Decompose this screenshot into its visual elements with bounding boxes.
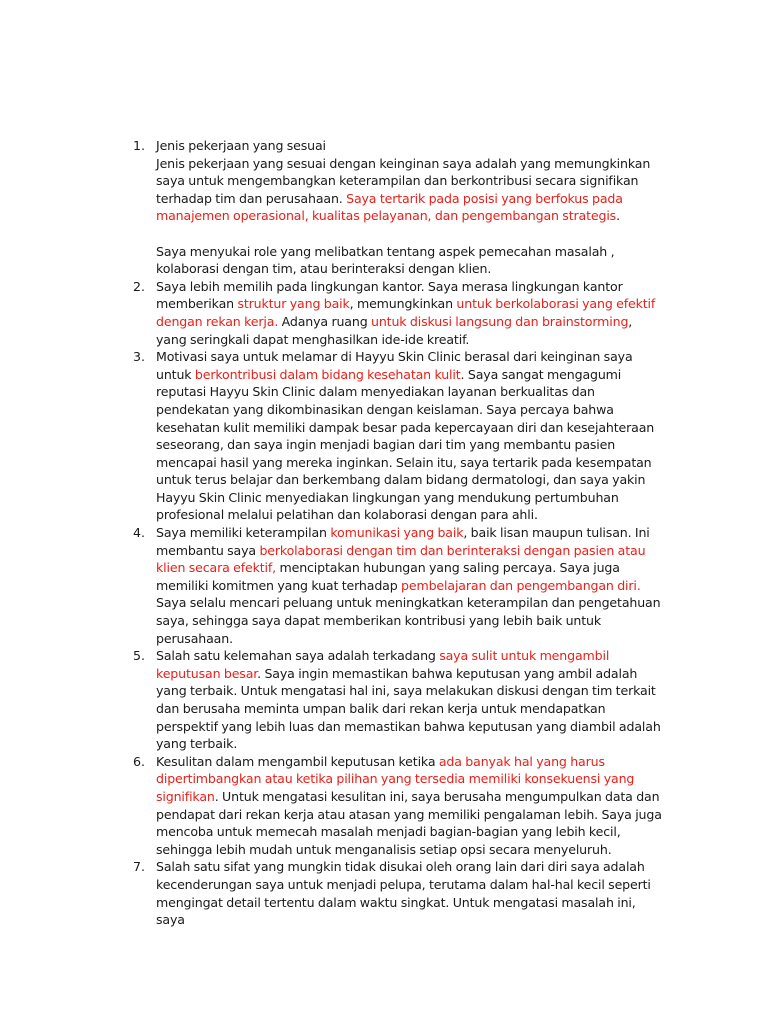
text-span: , baik lisan maupun tulisan. Ini membantu saya [156, 525, 650, 558]
list-number: 5. [133, 648, 146, 664]
list-number: 4. [133, 525, 146, 541]
text-span: . [616, 208, 620, 224]
text-span: Saya lebih memilih pada lingkungan kantor. Saya merasa lingkungan kantor memberikan [156, 278, 623, 312]
text-span: Adanya ruang [278, 313, 372, 329]
item-paragraph [156, 155, 663, 225]
list-item [123, 753, 663, 859]
text-span: Jenis pekerjaan yang sesuai dengan keinginan saya adalah yang memungkinkan saya untuk mengembangkan keterampilan dan berkontribusi secara signifikan terhadap tim dan perusahaan. [156, 155, 651, 206]
highlighted-text: ada banyak hal yang harus dipertimbangkan atau ketika pilihan yang tersedia memiliki konsekuensi yang signifikan [156, 753, 635, 804]
text-span: Salah satu sifat yang mungkin tidak disukai oleh orang lain dari diri saya adalah kecenderungan saya untuk menjadi pelupa, terutama dalam hal-hal kecil seperti mengingat detail tertentu dalam waktu singkat. Untuk mengatasi masalah ini, saya [156, 859, 651, 928]
highlighted-text: berkontribusi dalam bidang kesehatan kulit [194, 366, 461, 382]
highlighted-text: untuk berkolaborasi yang efektif dengan rekan kerja. [156, 296, 656, 329]
text-span: . Saya sangat mengagumi reputasi Hayyu Skin Clinic dalam menyediakan layanan berkualitas dan pendekatan yang dikombinasikan dengan keislaman. Saya percaya bahwa kesehatan kulit memiliki dampak besar pada kepercayaan diri dan kesejahteraan seseorang, dan saya ingin menjadi bagian dari tim yang membantu pasien mencapai hasil yang mereka inginkan. Selain itu, saya tertarik pada kesempatan untuk terus belajar dan berkembang dalam bidang dermatologi, dan saya yakin Hayyu Skin Clinic menyediakan lingkungan yang mendukung pertumbuhan profesional melalui pelatihan dan kolaborasi dengan para ahli. [156, 366, 655, 523]
item-paragraph: Saya menyukai role yang melibatkan tentang aspek pemecahan masalah , kolaborasi dengan tim, atau berinteraksi dengan klien. [156, 243, 615, 277]
list-number: 2. [133, 278, 146, 294]
highlighted-text: komunikasi yang baik [330, 525, 464, 541]
list-number: 6. [133, 753, 146, 769]
item-paragraph [156, 858, 663, 928]
list-item [123, 278, 663, 348]
text-span: Kesulitan dalam mengambil keputusan ketika [156, 753, 439, 769]
text-span: Saya selalu mencari peluang untuk meningkatkan keterampilan dan pengetahuan saya, sehingga saya dapat memberikan kontribusi yang lebih baik untuk perusahaan. [156, 595, 661, 646]
highlighted-text: untuk diskusi langsung dan brainstorming [371, 313, 629, 329]
list-item [123, 524, 663, 647]
item-paragraph [156, 278, 663, 348]
text-span: Saya memiliki keterampilan [156, 525, 331, 541]
list-item [123, 348, 663, 524]
paragraph-gap [156, 225, 663, 243]
text-span: Motivasi saya untuk melamar di Hayyu Skin Clinic berasal dari keinginan saya untuk [156, 349, 633, 382]
item-paragraph [156, 647, 663, 753]
text-span: menciptakan hubungan yang saling percaya. Saya juga memiliki komitmen yang kuat terhadap [156, 560, 620, 593]
highlighted-text: berkolaborasi dengan tim dan berinteraksi dengan pasien atau klien secara efektif, [156, 542, 646, 576]
item-paragraph [156, 524, 663, 647]
highlighted-text: Saya tertarik pada posisi yang berfokus pada manajemen operasional, kualitas pelayanan, dan pengembangan strategis [156, 190, 623, 224]
text-span: . Untuk mengatasi kesulitan ini, saya berusaha mengumpulkan data dan pendapat dari rekan kerja atau atasan yang memiliki pengalaman lebih. Saya juga mencoba untuk memecah masalah menjadi bagian-bagian yang lebih kecil, sehingga lebih mudah untuk menganalisis setiap opsi secara menyeluruh. [156, 788, 662, 857]
list-item [123, 647, 663, 753]
highlighted-text: struktur yang baik [237, 296, 350, 312]
text-span: . Saya ingin memastikan bahwa keputusan yang ambil adalah yang terbaik. Untuk mengatasi hal ini, saya melakukan diskusi dengan tim terkait dan berusaha meminta umpan balik dari rekan kerja untuk mendapatkan perspektif yang lebih luas dan memastikan bahwa keputusan yang diambil adalah yang terbaik. [156, 665, 661, 752]
text-span: Salah satu kelemahan saya adalah terkadang [156, 648, 440, 664]
text-span: , memungkinkan [349, 296, 457, 312]
numbered-list [123, 137, 663, 929]
list-number: 1. [133, 138, 146, 153]
item-paragraph [156, 348, 663, 524]
highlighted-text: saya sulit untuk mengambil keputusan besar [156, 648, 610, 681]
list-item [123, 858, 663, 928]
text-span: , yang seringkali dapat menghasilkan ide-ide kreatif. [156, 313, 633, 347]
list-number: 3. [133, 349, 146, 365]
highlighted-text: pembelajaran dan pengembangan diri. [401, 577, 641, 593]
item-title: Jenis pekerjaan yang sesuai [156, 138, 326, 153]
item-paragraph [156, 753, 663, 859]
list-item [123, 137, 663, 278]
list-number: 7. [133, 859, 146, 875]
